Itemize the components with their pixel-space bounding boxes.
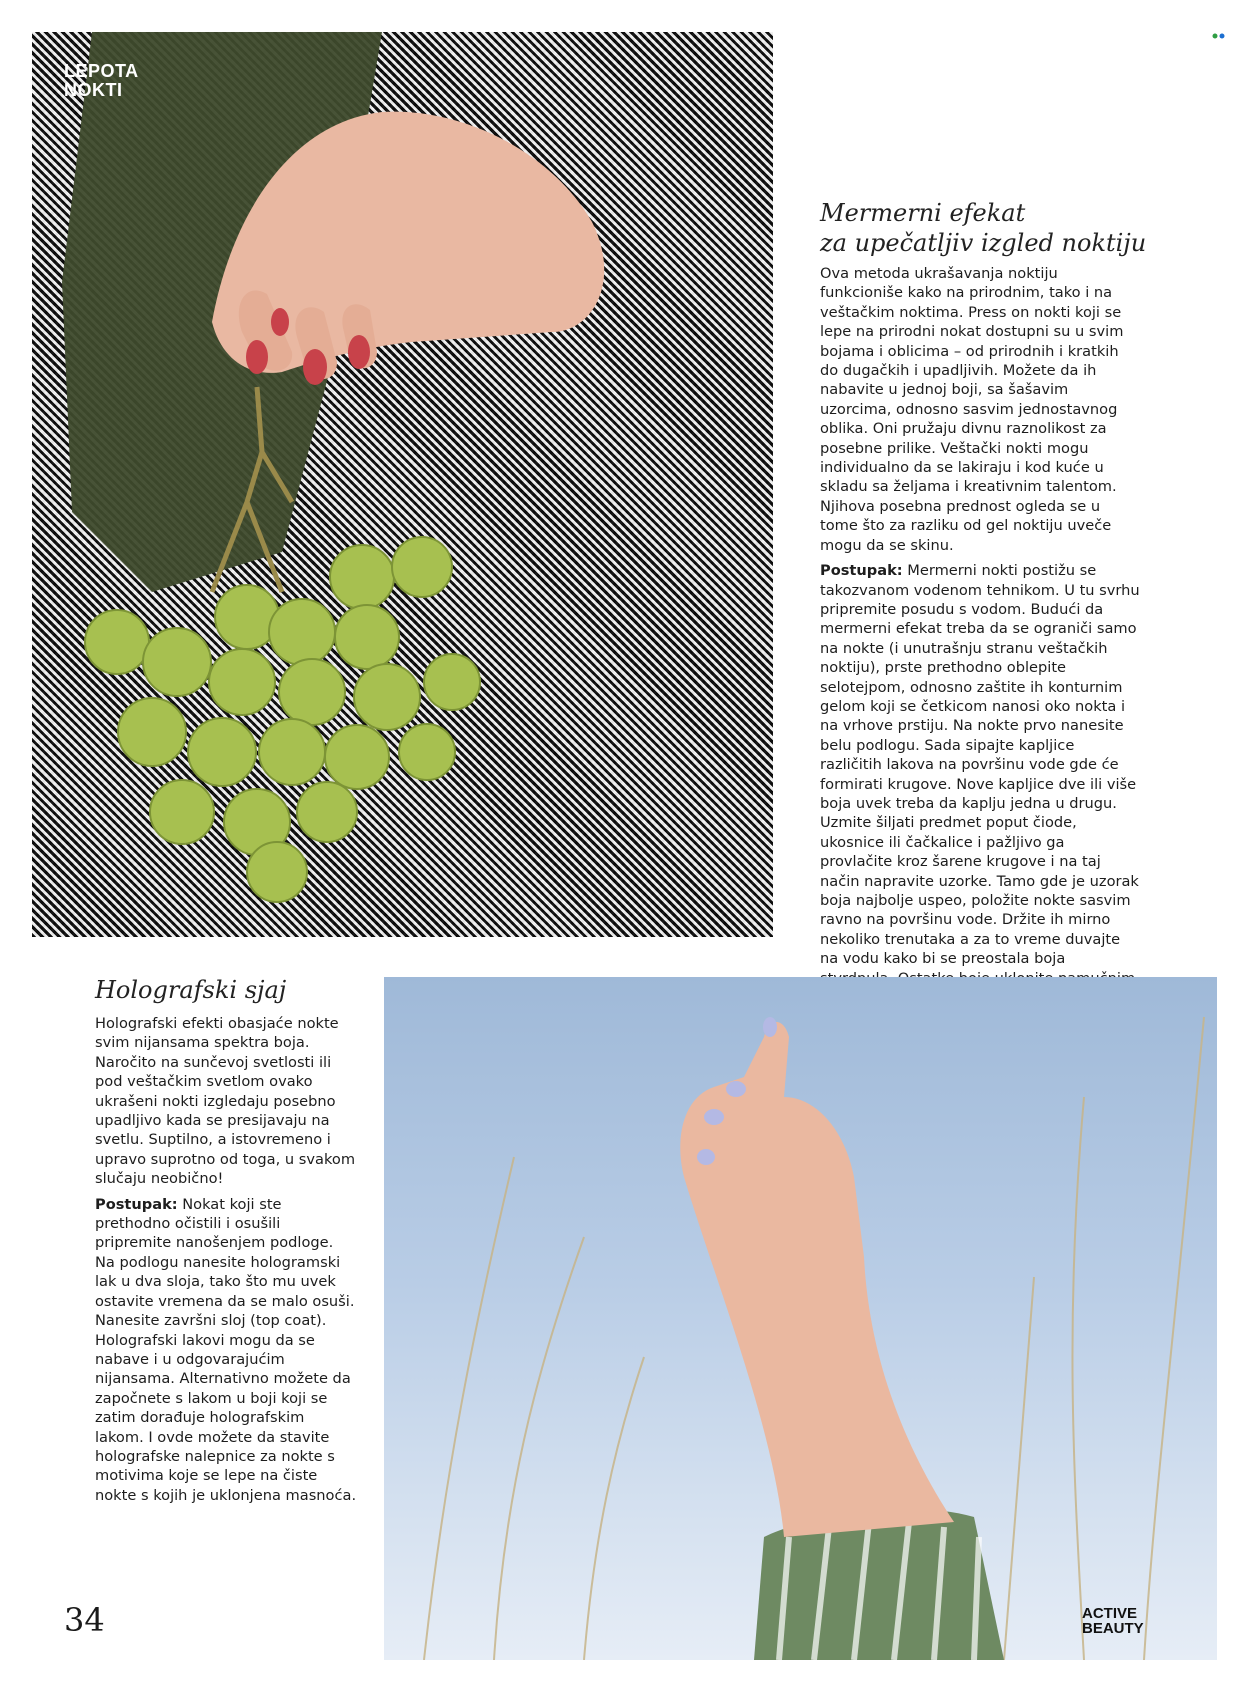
hand-sky-illustration bbox=[384, 977, 1217, 1660]
brand-line-1: ACTIVE bbox=[1082, 1605, 1138, 1622]
kicker-line-1: LEPOTA bbox=[64, 61, 139, 81]
section-kicker bbox=[64, 62, 139, 100]
page-number: 34 bbox=[64, 1601, 105, 1639]
brand-logo bbox=[1082, 1606, 1144, 1636]
holo-paragraph: Holografski efekti obasjaće nokte svim nijansama spektra boja. Naročito na sunčevoj svetlosti ili pod veštačkim svetlom ovako ukrašeni nokti izgledaju posebno upadljivo kada se presijavaju na svetlu. Suptilno, a istovremeno i upravo suprotno od toga, u svakom slučaju neobično! bbox=[95, 1015, 356, 1188]
marble-heading-line-1: Mermerni efekat bbox=[820, 199, 1026, 227]
marble-heading bbox=[820, 198, 1220, 258]
holo-procedure bbox=[95, 1195, 357, 1506]
brand-line-2: BEAUTY bbox=[1082, 1620, 1144, 1637]
marble-procedure-text: Mermerni nokti postižu se takozvanom vodenom tehnikom. U tu svrhu pripremite posudu s vodom. Budući da mermerni efekat treba da se ograniči samo na nokte (i unutrašnju stranu veštačkih noktiju), prste prethodno oblepite selotejpom, odnosno zaštite ih konturnim gelom koji se četkicom nanosi oko nokta i na vrhove prstiju. Na nokte prvo nanesite belu podlogu. Sada sipajte kapljice različitih lakova na površinu vode gde će formirati krugove. Nove kapljice dve ili više boja uvek treba da kaplju jedna u drugu. Uzmite šiljati predmet poput čiode, ukosnice ili čačkalice i pažljivo ga provlačite kroz šarene krugove i na taj način napravite uzorke. Tamo gde je uzorak boja najbolje uspeo, položite nokte sasvim ravno na površinu vode. Držite ih mirno nekoliko trenutaka a za to vreme duvajte na vodu kako bi se preostala boja bbox=[820, 562, 1140, 968]
marble-procedure-label: Postupak: bbox=[820, 562, 903, 580]
photo-hand-with-grapes bbox=[32, 32, 773, 937]
color-dots-icon bbox=[1212, 32, 1226, 40]
holo-body bbox=[95, 1014, 357, 1511]
photo-hand-in-sky bbox=[384, 977, 1217, 1660]
kicker-line-2: NOKTI bbox=[64, 80, 123, 100]
holo-procedure-text: Nokat koji ste prethodno očistili i osušili pripremite nanošenjem podloge. Na podlogu nanesite hologramski lak u dva sloja, tako što mu uvek ostavite vremena da se malo osuši. Nanesite završni sloj (top coat). Holografski lakovi mogu da se nabave i u odgovarajućim nijansama. Alternativno možete da započnete s lakom u boji koji se zatim dorađuje holografskim lakom. I ovde možete da stavite holografske nalepnice za nokte s motivima koje se lepe na čiste nokte s kojih je uklonjena masnoća. bbox=[95, 1195, 357, 1504]
holo-procedure-label: Postupak: bbox=[95, 1195, 178, 1213]
marble-paragraph: Ova metoda ukrašavanja noktiju funkcioniše kako na prirodnim, tako i na veštačkim noktima. Press on nokti koji se lepe na prirodni nokat dostupni su u svim bojama i oblicima – od prirodnih i kratkih do dugačkih i upadljivih. Možete da ih nabavite u jednoj boji, sa šašavim uzorcima, odnosno sasvim jednostavnog oblika. Oni pružaju divnu raznolikost za posebne prilike. Veštački nokti mogu individualno da se lakiraju i kod kuće u skladu sa željama i kreativnim talentom. Njihova posebna prednost ogleda se u tome što za razliku od gel noktiju uveče mogu da se skinu. bbox=[820, 265, 1124, 554]
grapes-illustration bbox=[32, 32, 773, 937]
holo-heading: Holografski sjaj bbox=[95, 976, 287, 1004]
marble-heading-line-2: za upečatljiv izgled noktiju bbox=[820, 229, 1147, 257]
marble-body bbox=[820, 264, 1140, 1072]
